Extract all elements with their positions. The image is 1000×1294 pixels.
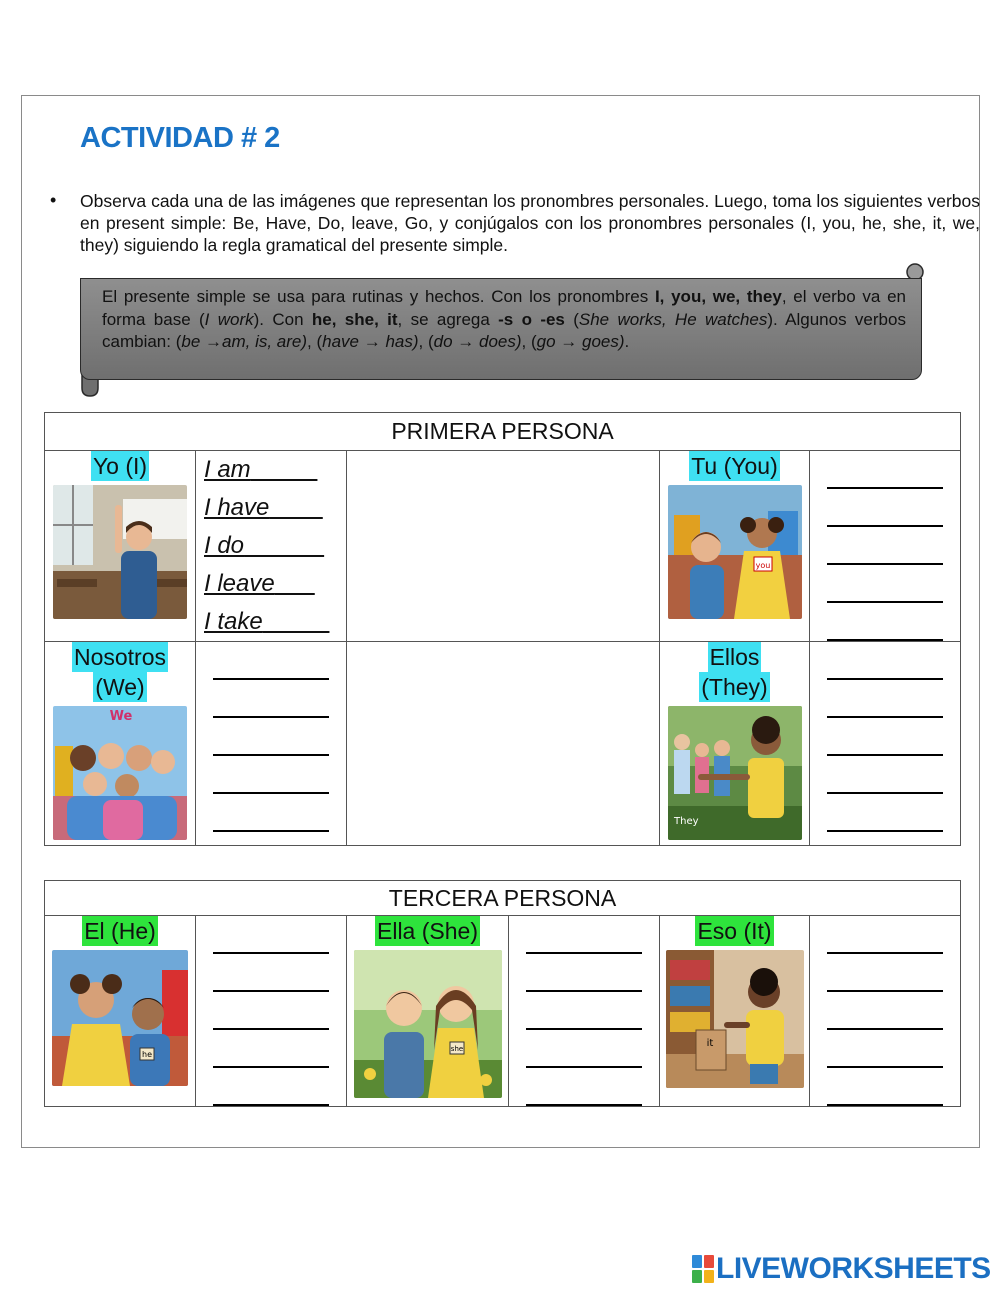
answer-line[interactable] xyxy=(213,1068,329,1106)
verb-answer-i-have[interactable]: I have____ xyxy=(204,494,323,521)
answer-line[interactable] xyxy=(827,1068,943,1106)
liveworksheets-logo-icon xyxy=(692,1255,714,1283)
pronoun-label-he: El (He) xyxy=(84,918,156,944)
answer-line[interactable] xyxy=(213,756,329,794)
she-badge-text: she xyxy=(450,1045,463,1053)
pronoun-cell-it xyxy=(660,916,810,1107)
empty-middle-cell xyxy=(347,451,660,642)
answer-line[interactable] xyxy=(827,1030,943,1068)
answers-cell-it xyxy=(810,916,961,1107)
answers-cell-we xyxy=(196,642,347,846)
pronoun-label-they-line2: (They) xyxy=(701,674,768,700)
answer-line[interactable] xyxy=(827,756,943,794)
classroom-boy-image xyxy=(53,485,187,619)
pronoun-label-it: Eso (It) xyxy=(697,918,772,944)
third-person-table xyxy=(44,880,961,1107)
page-title: ACTIVIDAD # 2 xyxy=(80,122,280,154)
answer-line[interactable] xyxy=(213,992,329,1030)
pronoun-label-she: Ella (She) xyxy=(377,918,478,944)
answer-line[interactable] xyxy=(213,954,329,992)
answer-line[interactable] xyxy=(827,603,943,641)
answer-line[interactable] xyxy=(827,718,943,756)
answer-line[interactable] xyxy=(827,565,943,603)
answer-line[interactable] xyxy=(827,992,943,1030)
verb-answer-i-leave[interactable]: I leave___ xyxy=(204,570,315,597)
answer-line[interactable] xyxy=(827,451,943,489)
you-badge-text: you xyxy=(755,561,770,570)
answers-cell-they xyxy=(810,642,961,846)
he-badge-text: he xyxy=(142,1050,152,1059)
third-person-header: TERCERA PERSONA xyxy=(45,881,961,916)
pronoun-cell-she xyxy=(347,916,509,1107)
answer-line[interactable] xyxy=(526,916,642,954)
answer-line[interactable] xyxy=(213,794,329,832)
park-kids-they-image xyxy=(668,706,802,840)
verbs-cell-i xyxy=(196,451,347,642)
answer-line[interactable] xyxy=(213,1030,329,1068)
verb-answer-i-do[interactable]: I do______ xyxy=(204,532,325,559)
answers-cell-he xyxy=(196,916,347,1107)
liveworksheets-logo xyxy=(692,1252,991,1286)
answer-line[interactable] xyxy=(827,954,943,992)
answer-line[interactable] xyxy=(827,489,943,527)
answer-line[interactable] xyxy=(827,916,943,954)
bullet-marker: • xyxy=(50,190,57,210)
it-badge-text: it xyxy=(706,1038,713,1049)
first-person-table xyxy=(44,412,961,846)
answer-line[interactable] xyxy=(213,718,329,756)
garden-kids-she-image xyxy=(354,950,502,1098)
pronoun-label-we-line2: (We) xyxy=(95,674,145,700)
library-kid-it-image xyxy=(666,950,804,1088)
answer-line[interactable] xyxy=(526,1068,642,1106)
answer-line[interactable] xyxy=(526,992,642,1030)
liveworksheets-logo-text: LIVEWORKSHEETS xyxy=(716,1252,991,1285)
pronoun-label-we-line1: Nosotros xyxy=(73,644,167,670)
answer-line[interactable] xyxy=(213,680,329,718)
answer-line[interactable] xyxy=(213,642,329,680)
pronoun-cell-you xyxy=(660,451,810,642)
pronoun-label-you: Tu (You) xyxy=(691,453,778,479)
verb-answer-i-am[interactable]: I am_____ xyxy=(204,456,318,483)
pronoun-label-i: Yo (I) xyxy=(92,453,148,479)
answer-line[interactable] xyxy=(526,954,642,992)
they-badge-text: They xyxy=(673,816,699,827)
answer-line[interactable] xyxy=(526,1030,642,1068)
pronoun-label-they-line1: Ellos xyxy=(709,644,760,670)
answer-line[interactable] xyxy=(827,680,943,718)
answer-line[interactable] xyxy=(827,527,943,565)
answers-cell-you xyxy=(810,451,961,642)
empty-middle-cell xyxy=(347,642,660,846)
answers-cell-she xyxy=(509,916,660,1107)
answer-line[interactable] xyxy=(827,794,943,832)
pronoun-cell-he xyxy=(45,916,196,1107)
playground-kids-you-image xyxy=(668,485,802,619)
verb-answer-i-take[interactable]: I take_____ xyxy=(204,608,330,635)
playground-kids-he-image xyxy=(52,950,188,1086)
pronoun-cell-we xyxy=(45,642,196,846)
we-badge-text: We xyxy=(109,709,133,724)
pronoun-cell-they xyxy=(660,642,810,846)
answer-line[interactable] xyxy=(827,642,943,680)
grammar-note-text: El presente simple se usa para rutinas y hechos. Con los pronombres I, you, we, they, el verbo va en forma base (I work). Con he, she, it, se agrega -s o -es (She works, He watches). Algunos verbos cambian: (be →am, is, are), (have → has), (do → does), (go → goes). xyxy=(102,287,906,351)
grammar-note-scroll xyxy=(72,262,928,402)
instructions-text: Observa cada una de las imágenes que representan los pronombres personales. Luego, toma los siguientes verbos en present simple: Be, Have, Do, leave, Go, y conjúgalos con los pronombres personales (I, you, he, she, it, we, they) siguiendo la regla gramatical del presente simple. xyxy=(80,191,980,255)
group-hug-we-image xyxy=(53,706,187,840)
answer-line[interactable] xyxy=(213,916,329,954)
pronoun-cell-i xyxy=(45,451,196,642)
first-person-header: PRIMERA PERSONA xyxy=(45,413,961,451)
